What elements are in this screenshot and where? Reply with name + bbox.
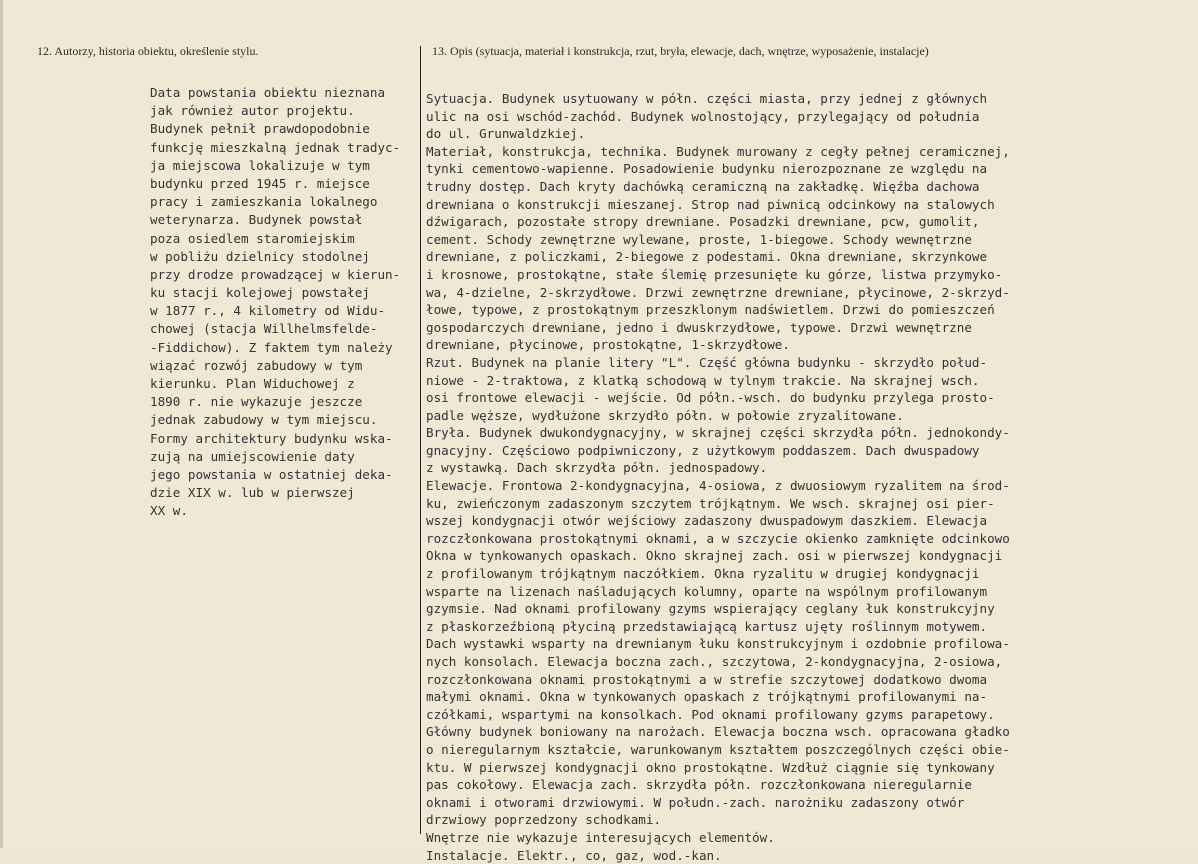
text-line: oknami i otworami drzwiowymi. W połudn.-zach. narożniku zadaszony otwór: [426, 794, 965, 810]
text-line: pracy i zamieszkania lokalnego: [150, 194, 378, 210]
text-line: 1890 r. nie wykazuje jeszcze: [150, 394, 363, 410]
text-line: z wystawką. Dach skrzydła półn. jednospadowy.: [426, 460, 768, 476]
text-line: do ul. Grunwaldzkiej.: [426, 126, 586, 142]
text-line: rozczłonkowana oknami prostokątnymi a w strefie szczytowej dodatkowo dwoma: [426, 671, 988, 687]
text-line: ulic na osi wschód-zachód. Budynek wolnostojący, przylegający od południa: [426, 108, 980, 124]
text-line: wsparte na lizenach naśladujących kolumny, oparte na wspólnym profilowanym: [426, 583, 988, 599]
text-line: nych konsolach. Elewacja boczna zach., szczytowa, 2-kondygnacyjna, 2-osiowa,: [426, 654, 1003, 669]
text-line: zują na umiejscowienie daty: [150, 448, 355, 464]
text-line: Data powstania obiektu nieznana: [150, 85, 386, 100]
text-line: budynku przed 1945 r. miejsce: [150, 175, 370, 191]
section-12-header: 12. Autorzy, historia obiektu, określenie stylu.: [37, 44, 259, 58]
text-line: gzymsie. Nad oknami profilowany gzyms wspierający ceglany łuk konstrukcyjny: [426, 601, 995, 617]
text-line: trudny dostęp. Dach kryty dachówką ceramiczną na zakładkę. Więźba dachowa: [426, 178, 980, 194]
text-line: Dach wystawki wsparty na drewnianym łuku konstrukcyjnym i ozdobnie profilowa-: [426, 636, 1010, 652]
text-line: Instalacje. Elektr., co, gaz, wod.-kan.: [426, 847, 722, 863]
text-line: Wnętrze nie wykazuje interesujących elementów.: [426, 829, 775, 845]
text-line: niowe - 2-traktowa, z klatką schodową w tylnym trakcie. Na skrajnej wsch.: [426, 372, 980, 388]
text-line: wiązać rozwój zabudowy w tym: [150, 357, 363, 373]
text-line: tynki cementowo-wapienne. Posadowienie budynku nierozpoznane ze względu na: [426, 161, 988, 177]
text-line: łowe, typowe, z prostokątnym przeszklonym nadświetlem. Drzwi do pomieszczeń: [426, 302, 995, 318]
description-text-block: [426, 90, 1010, 864]
text-line: kierunku. Plan Widuchowej z: [150, 376, 355, 391]
text-line: Bryła. Budynek dwukondygnacyjny, w skrajnej części skrzydła półn. jednokondy-: [426, 425, 1010, 441]
text-line: Sytuacja. Budynek usytuowany w półn. części miasta, przy jednej z głównych: [426, 91, 988, 106]
text-line: Okna w tynkowanych opaskach. Okno skrajnej zach. osi w pierwszej kondygnacji: [426, 548, 1003, 564]
text-line: gospodarczych drewniane, jedno i dwuskrzydłowe, typowe. Drzwi wewnętrzne: [426, 319, 972, 335]
text-line: gnacyjny. Częściowo podpiwniczony, z użytkowym poddaszem. Dach dwuspadowy: [426, 442, 980, 458]
text-line: poza osiedlem staromiejskim: [150, 230, 355, 246]
text-line: z płaskorzeźbioną płyciną przedstawiającą kartusz ujęty roślinnym motywem.: [426, 618, 988, 634]
text-line: chowej (stacja Willhelmsfelde-: [150, 321, 378, 337]
text-line: rozczłonkowana prostokątnymi oknami, a w szczycie okienko zamknięte odcinkowo: [426, 530, 1010, 546]
text-line: Formy architektury budynku wska-: [150, 430, 393, 446]
text-line: drewniana o konstrukcji mieszanej. Strop nad piwnicą odcinkowy na stalowych: [426, 196, 995, 212]
text-line: Rzut. Budynek na planie litery "L". Część główna budynku - skrzydło połud-: [426, 354, 988, 370]
text-line: i krosnowe, prostokątne, stałe ślemię przesunięte ku górze, listwa przymyko-: [426, 266, 1003, 282]
text-line: przy drodze prowadzącej w kierun-: [150, 266, 401, 282]
text-line: drewniane, z policzkami, 2-biegowe z podestami. Okna drewniane, skrzynkowe: [426, 249, 988, 265]
text-line: osi frontowe elewacji - wejście. Od półn.-wsch. do budynku przylega prosto-: [426, 390, 995, 406]
text-line: weterynarza. Budynek powstał: [150, 212, 363, 228]
text-line: funkcję mieszkalną jednak tradyc-: [150, 139, 401, 155]
text-line: Materiał, konstrukcja, technika. Budynek murowany z cegły pełnej ceramicznej,: [426, 143, 1010, 159]
text-line: czółkami, wspartymi na konsolkach. Pod oknami profilowany gzyms parapetowy.: [426, 706, 995, 722]
text-line: ktu. W pierwszej kondygnacji okno prostokątne. Wzdłuż ciągnie się tynkowany: [426, 759, 995, 775]
text-line: jak również autor projektu.: [150, 103, 355, 119]
column-divider: [420, 46, 421, 834]
text-line: ku stacji kolejowej powstałej: [150, 285, 370, 301]
text-line: jednak zabudowy w tym miejscu.: [150, 412, 378, 428]
text-line: o nieregularnym kształcie, warunkowanym kształtem poszczególnych części obie-: [426, 741, 1010, 757]
section-13-header: 13. Opis (sytuacja, materiał i konstrukcja, rzut, bryła, elewacje, dach, wnętrze, wyposażenie, instalacje): [432, 44, 929, 58]
text-line: wa, 4-dzielne, 2-skrzydłowe. Drzwi zewnętrzne drewniane, płycinowe, 2-skrzyd-: [426, 284, 1010, 300]
text-line: wszej kondygnacji otwór wejściowy zadaszony dwuspadowym daszkiem. Elewacja: [426, 513, 988, 529]
text-line: małymi oknami. Okna w tynkowanych opaskach z trójkątnymi profilowanymi na-: [426, 689, 988, 705]
text-line: z profilowanym trójkątnym naczółkiem. Okna ryzalitu w drugiej kondygnacji: [426, 566, 980, 582]
text-line: XX w.: [150, 503, 188, 519]
text-line: Budynek pełnił prawdopodobnie: [150, 121, 370, 137]
text-line: cement. Schody zewnętrzne wylewane, proste, 1-biegowe. Schody wewnętrzne: [426, 231, 972, 247]
text-line: Elewacje. Frontowa 2-kondygnacyjna, 4-osiowa, z dwuosiowym ryzalitem na środ-: [426, 478, 1010, 494]
text-line: -Fiddichow). Z faktem tym należy: [150, 339, 393, 355]
text-line: ja miejscowa lokalizuje w tym: [150, 157, 370, 173]
text-line: Główny budynek boniowany na narożach. Elewacja boczna wsch. opracowana gładko: [426, 724, 1010, 740]
text-line: dźwigarach, pozostałe stropy drewniane. Posadzki drewniane, pcw, gumolit,: [426, 214, 980, 230]
text-line: pas cokołowy. Elewacja zach. skrzydła półn. rozczłonkowana nieregularnie: [426, 777, 972, 793]
text-line: ku, zwieńczonym zadaszonym szczytem trójkątnym. We wsch. skrajnej osi pier-: [426, 495, 995, 511]
text-line: padle węższe, wydłużone skrzydło półn. w połowie zryzalitowane.: [426, 407, 904, 423]
text-line: jego powstania w ostatniej deka-: [150, 466, 393, 482]
text-line: w pobliżu dzielnicy stodolnej: [150, 248, 370, 264]
text-line: drzwiowy poprzedzony schodkami.: [426, 812, 662, 828]
history-text-block: [150, 84, 400, 521]
text-line: w 1877 r., 4 kilometry od Widu-: [150, 303, 386, 319]
text-line: dzie XIX w. lub w pierwszej: [150, 485, 355, 501]
text-line: drewniane, płycinowe, prostokątne, 1-skrzydłowe.: [426, 337, 790, 353]
